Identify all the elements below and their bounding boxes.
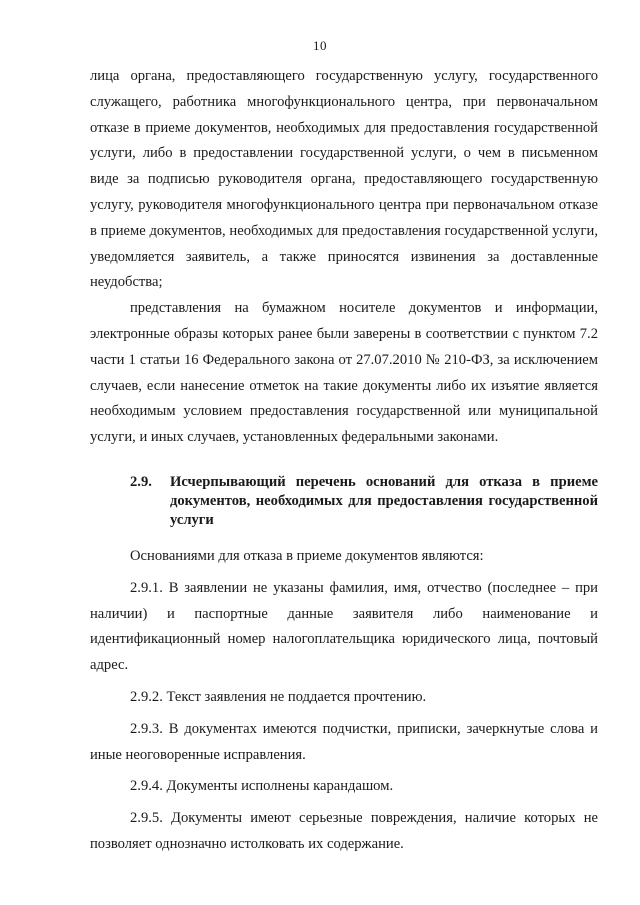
paragraph-continued: лица органа, предоставляющего государственную услугу, государственного служащего, работника многофункционального центра, при первоначальном отказе в приеме документов, необходимых для предоставления государственной услуги, либо в предоставлении государственной услуги, о чем в письменном виде за подписью руководителя органа, предоставляющего государственную услугу, руководителя многофункционального центра при первоначальном отказе в приеме документов, необходимых для предоставления государственной услуги, уведомляется заявитель, а также приносятся извинения за доставленные неудобства; xyxy=(90,68,598,291)
paragraph-paper-documents: представления на бумажном носителе документов и информации, электронные образы которых ранее были заверены в соответствии с пунктом 7.2 части 1 статьи 16 Федерального закона от 27.07.2010 № 210-ФЗ, за исключением случаев, если нанесение отметок на такие документы либо их изъятие является необходимым условием предоставления государственной или муниципальной услуги, и иных случаев, установленных федеральными законами. xyxy=(90,300,598,446)
section-heading xyxy=(90,473,598,530)
list-item: 2.9.2. Текст заявления не поддается прочтению. xyxy=(130,688,427,705)
list-item: 2.9.1. В заявлении не указаны фамилия, имя, отчество (последнее – при наличии) и паспортные данные заявителя либо наименование и идентификационный номер налогоплательщика юридического лица, почтовый адрес. xyxy=(90,579,598,674)
list-intro: Основаниями для отказа в приеме документов являются: xyxy=(130,547,484,564)
list-item: 2.9.5. Документы имеют серьезные повреждения, наличие которых не позволяет однозначно истолковать их содержание. xyxy=(90,810,598,852)
list-item: 2.9.3. В документах имеются подчистки, приписки, зачеркнутые слова и иные неоговоренные исправления. xyxy=(90,720,598,763)
section-title: Исчерпывающий перечень оснований для отказа в приеме документов, необходимых для предоставления государственной услуги xyxy=(170,473,598,528)
list-item: 2.9.4. Документы исполнены карандашом. xyxy=(130,778,394,795)
page-number: 10 xyxy=(313,38,327,53)
section-number: 2.9. xyxy=(130,473,152,490)
document-body xyxy=(90,64,598,858)
